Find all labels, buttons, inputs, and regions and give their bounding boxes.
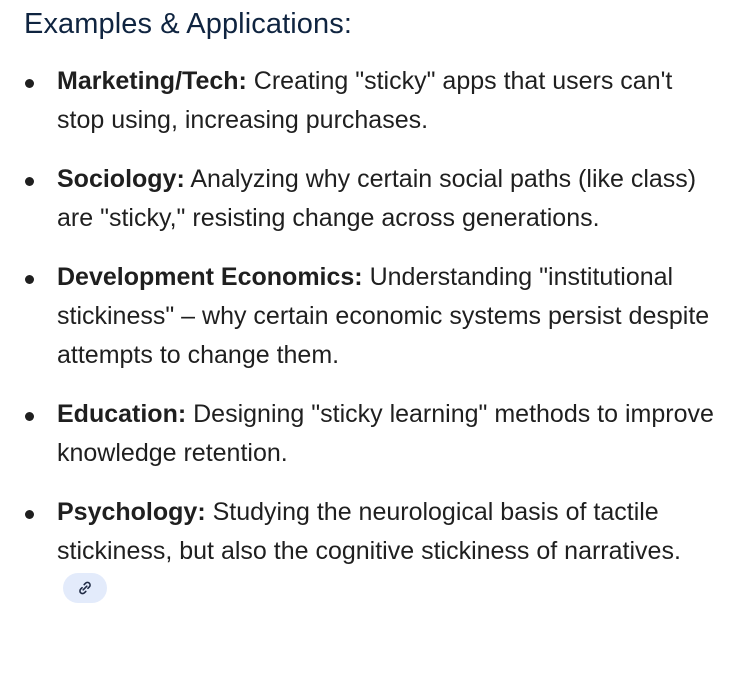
item-term: Development Economics: [57, 263, 363, 291]
item-description: Studying the neurological basis of tactile stickiness, but also the cognitive stickiness of narratives. [57, 498, 681, 565]
section-heading: Examples & Applications: [24, 8, 353, 40]
item-description: Understanding "institutional stickiness" – why certain economic systems persist despite attempts to change them. [57, 263, 710, 369]
bullet-icon [25, 510, 34, 519]
item-term: Psychology: [57, 498, 206, 526]
item-description: Designing "sticky learning" methods to improve knowledge retention. [57, 400, 714, 467]
source-link-chip[interactable] [63, 573, 107, 603]
item-term: Sociology: [57, 165, 185, 193]
item-term: Marketing/Tech: [57, 67, 247, 95]
bullet-icon [25, 412, 34, 421]
bullet-icon [25, 177, 34, 186]
item-term: Education: [57, 400, 187, 428]
list-item [0, 493, 720, 610]
item-description: Creating "sticky" apps that users can't stop using, increasing purchases. [57, 67, 673, 134]
item-description: Analyzing why certain social paths (like class) are "sticky," resisting change across generations. [57, 165, 697, 232]
list-item [0, 160, 720, 238]
list-item [0, 62, 720, 140]
bullet-icon [25, 79, 34, 88]
list-item [0, 395, 720, 473]
bullet-icon [25, 275, 34, 284]
list-item [0, 258, 720, 375]
link-icon [77, 580, 93, 596]
applications-list [0, 62, 720, 630]
